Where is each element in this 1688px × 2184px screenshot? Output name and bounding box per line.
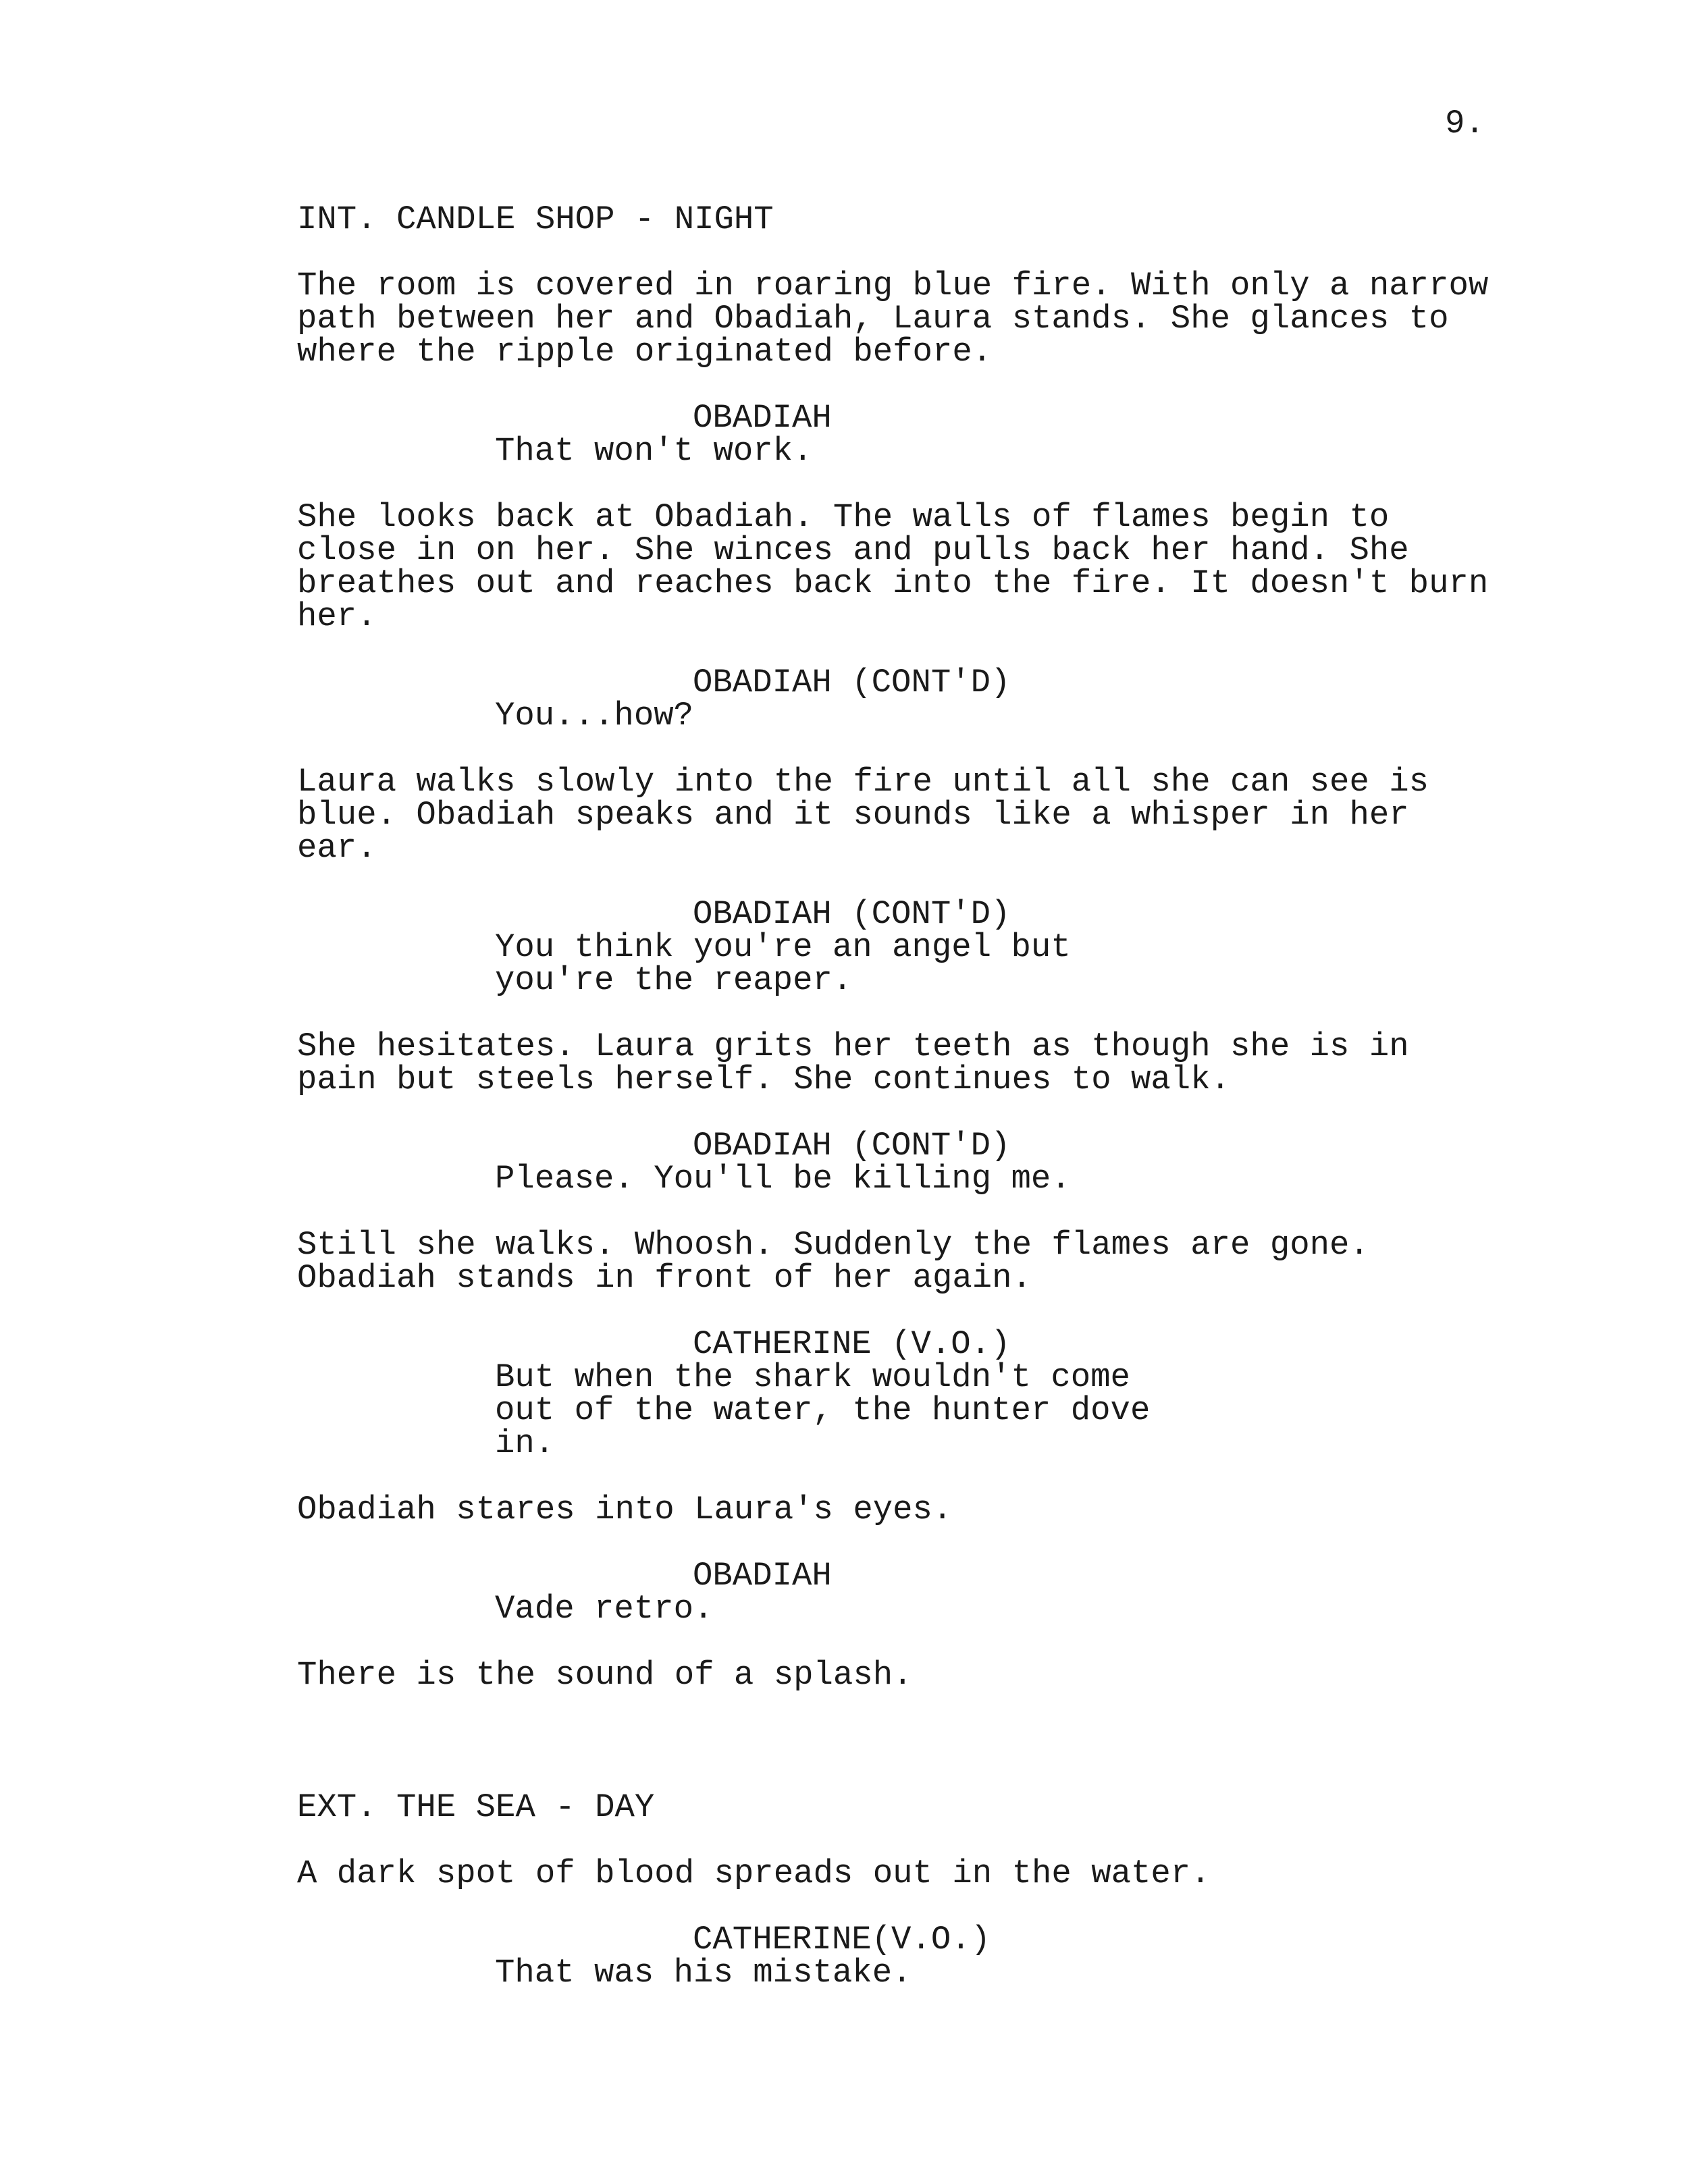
character-name: OBADIAH	[693, 399, 832, 437]
dialogue-line: Vade retro.	[495, 1590, 714, 1628]
action-line: blue. Obadiah speaks and it sounds like a whisper in her	[297, 796, 1409, 834]
action-line: her.	[297, 597, 377, 635]
scene-heading: EXT. THE SEA - DAY	[297, 1788, 655, 1826]
dialogue-line: Please. You'll be killing me.	[495, 1160, 1071, 1198]
character-name: OBADIAH (CONT'D)	[693, 895, 1011, 933]
dialogue-line: in.	[495, 1424, 555, 1462]
action-line: where the ripple originated before.	[297, 333, 993, 371]
action-line: There is the sound of a splash.	[297, 1656, 913, 1694]
character-name: OBADIAH (CONT'D)	[693, 1127, 1011, 1165]
dialogue-line: out of the water, the hunter dove	[495, 1391, 1151, 1429]
dialogue-line: you're the reaper.	[495, 961, 853, 999]
action-line: breathes out and reaches back into the fire. It doesn't burn	[297, 564, 1489, 602]
action-line: The room is covered in roaring blue fire. With only a narrow	[297, 267, 1489, 304]
action-line: Obadiah stands in front of her again.	[297, 1259, 1032, 1297]
character-name: OBADIAH (CONT'D)	[693, 664, 1011, 701]
dialogue-line: That won't work.	[495, 432, 813, 470]
action-line: path between her and Obadiah, Laura stands. She glances to	[297, 300, 1449, 338]
dialogue-line: You think you're an angel but	[495, 928, 1071, 966]
action-line: A dark spot of blood spreads out in the water.	[297, 1855, 1211, 1892]
character-name: OBADIAH	[693, 1557, 832, 1595]
dialogue-line: You...how?	[495, 697, 694, 735]
action-line: Still she walks. Whoosh. Suddenly the flames are gone.	[297, 1226, 1369, 1264]
action-line: She looks back at Obadiah. The walls of flames begin to	[297, 498, 1390, 536]
action-line: Laura walks slowly into the fire until all she can see is	[297, 763, 1429, 801]
action-line: close in on her. She winces and pulls back her hand. She	[297, 531, 1409, 569]
action-line: pain but steels herself. She continues to walk.	[297, 1061, 1231, 1098]
dialogue-line: That was his mistake.	[495, 1954, 912, 1992]
action-line: ear.	[297, 829, 377, 867]
scene-heading: INT. CANDLE SHOP - NIGHT	[297, 201, 774, 238]
character-name: CATHERINE(V.O.)	[693, 1921, 991, 1959]
character-name: CATHERINE (V.O.)	[693, 1325, 1011, 1363]
dialogue-line: But when the shark wouldn't come	[495, 1358, 1130, 1396]
action-line: She hesitates. Laura grits her teeth as though she is in	[297, 1028, 1409, 1065]
page-number: 9.	[1445, 105, 1485, 142]
action-line: Obadiah stares into Laura's eyes.	[297, 1491, 953, 1528]
